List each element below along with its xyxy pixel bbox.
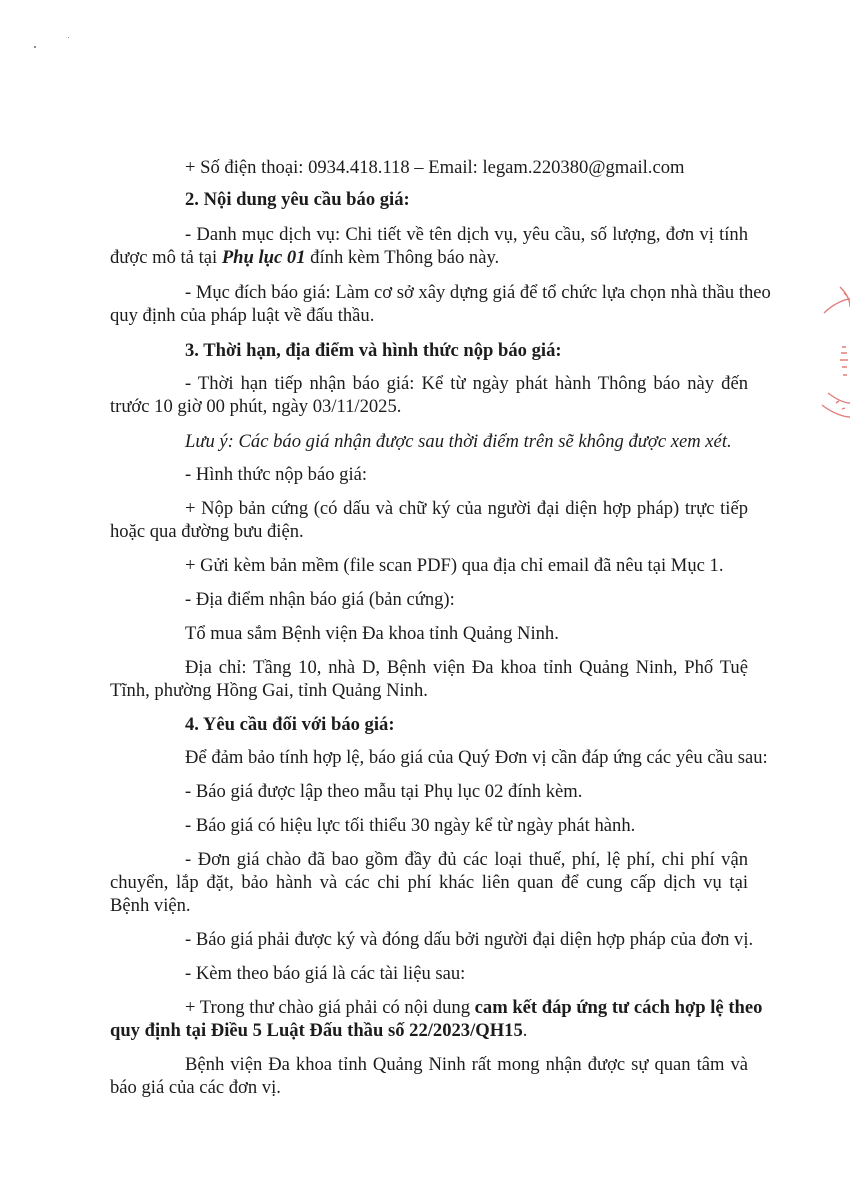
- section-4-heading: 4. Yêu cầu đối với báo giá:: [185, 714, 395, 735]
- stamp-glyphs: [840, 347, 848, 375]
- commitment-line1: [185, 997, 763, 1019]
- requirement-validity: - Báo giá có hiệu lực tối thiểu 30 ngày kể từ ngày phát hành.: [185, 815, 636, 836]
- commitment-line2: [110, 1020, 748, 1042]
- address-line2: Tĩnh, phường Hồng Gai, tỉnh Quảng Ninh.: [110, 680, 428, 701]
- unit-price-line1: - Đơn giá chào đã bao gồm đầy đủ các loại thuế, phí, lệ phí, chi phí vận: [185, 849, 748, 870]
- location-label: - Địa điểm nhận báo giá (bản cứng):: [185, 589, 455, 610]
- service-list-line1: - Danh mục dịch vụ: Chi tiết về tên dịch vụ, yêu cầu, số lượng, đơn vị tính: [185, 224, 748, 245]
- purpose-line2: quy định của pháp luật về đấu thầu.: [110, 305, 375, 326]
- service-list-line2: [110, 247, 748, 269]
- scan-speck: [68, 37, 69, 38]
- stamp-arc: [822, 405, 850, 417]
- hard-copy-line1: + Nộp bản cứng (có dấu và chữ ký của người đại diện hợp pháp) trực tiếp: [185, 498, 748, 519]
- stamp-arc: [840, 287, 850, 307]
- closing-line2: báo giá của các đơn vị.: [110, 1077, 281, 1098]
- text: .: [522, 1020, 528, 1041]
- soft-copy-line: + Gửi kèm bản mềm (file scan PDF) qua địa chỉ email đã nêu tại Mục 1.: [185, 555, 724, 576]
- text: đính kèm Thông báo này.: [305, 247, 500, 268]
- procurement-team: Tổ mua sắm Bệnh viện Đa khoa tỉnh Quảng Ninh.: [185, 623, 559, 644]
- section-2-heading: 2. Nội dung yêu cầu báo giá:: [185, 189, 410, 210]
- requirement-signature: - Báo giá phải được ký và đóng dấu bởi người đại diện hợp pháp của đơn vị.: [185, 929, 754, 950]
- requirement-template: - Báo giá được lập theo mẫu tại Phụ lục 02 đính kèm.: [185, 781, 583, 802]
- hard-copy-line2: hoặc qua đường bưu điện.: [110, 521, 304, 542]
- contact-line: + Số điện thoại: 0934.418.118 – Email: legam.220380@gmail.com: [185, 157, 685, 178]
- late-note: Lưu ý: Các báo giá nhận được sau thời điểm trên sẽ không được xem xét.: [185, 431, 732, 452]
- address-line1: Địa chỉ: Tầng 10, nhà D, Bệnh viện Đa khoa tỉnh Quảng Ninh, Phố Tuệ: [185, 657, 748, 678]
- text: + Trong thư chào giá phải có nội dung: [185, 997, 475, 1018]
- deadline-line2: trước 10 giờ 00 phút, ngày 03/11/2025.: [110, 396, 402, 417]
- appendix-01-ref: Phụ lục 01: [221, 247, 306, 268]
- requirements-intro: Để đảm bảo tính hợp lệ, báo giá của Quý Đơn vị cần đáp ứng các yêu cầu sau:: [185, 747, 768, 768]
- submission-form-label: - Hình thức nộp báo giá:: [185, 464, 368, 485]
- deadline-line1: - Thời hạn tiếp nhận báo giá: Kể từ ngày phát hành Thông báo này đến: [185, 373, 748, 394]
- section-3-heading: 3. Thời hạn, địa điểm và hình thức nộp báo giá:: [185, 340, 562, 361]
- scan-speck: [34, 46, 36, 48]
- stamp-arc: [824, 299, 850, 313]
- law-reference: quy định tại Điều 5 Luật Đấu thầu số 22/2023/QH15: [110, 1020, 523, 1041]
- closing-line1: Bệnh viện Đa khoa tỉnh Quảng Ninh rất mong nhận được sự quan tâm và: [185, 1054, 748, 1075]
- unit-price-line2: chuyển, lắp đặt, bảo hành và các chi phí khác liên quan để cung cấp dịch vụ tại: [110, 872, 748, 893]
- commitment-bold: cam kết đáp ứng tư cách hợp lệ theo: [474, 997, 763, 1018]
- stamp-glyphs: [836, 293, 847, 409]
- purpose-line1: - Mục đích báo giá: Làm cơ sở xây dựng giá để tổ chức lựa chọn nhà thầu theo: [185, 282, 771, 303]
- unit-price-line3: Bệnh viện.: [110, 895, 191, 916]
- red-stamp-fragment: [814, 285, 850, 435]
- attachments-label: - Kèm theo báo giá là các tài liệu sau:: [185, 963, 466, 984]
- text: được mô tả tại: [110, 247, 222, 268]
